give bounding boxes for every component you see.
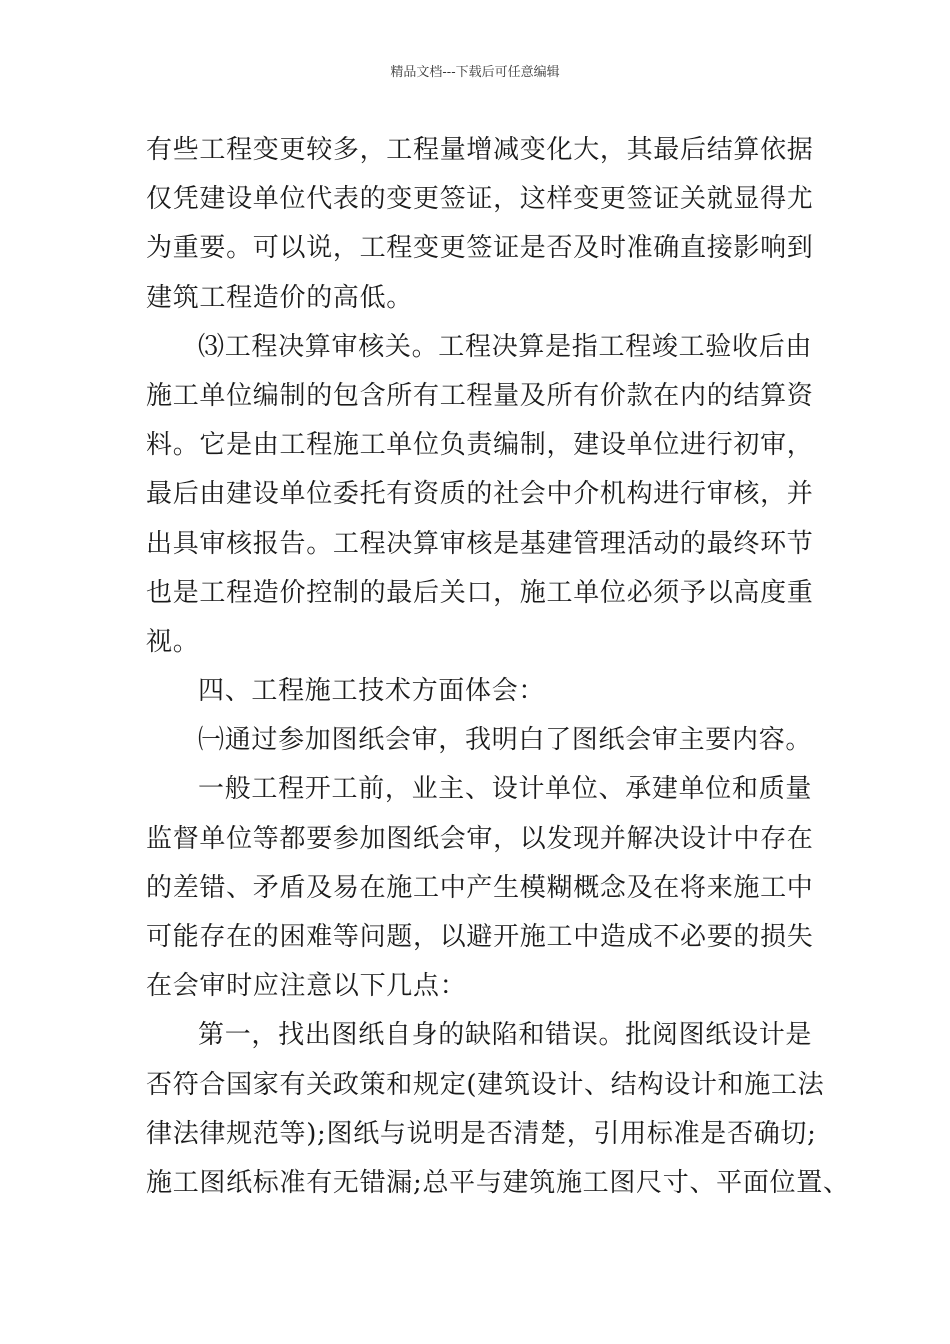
paragraph-first-point (146, 1011, 850, 1208)
text-line: ⑶工程决算审核关。工程决算是指工程竣工验收后由 (198, 331, 813, 362)
text-line: 料。它是由工程施工单位负责编制，建设单位进行初审， (146, 430, 814, 461)
document-body (146, 126, 850, 1208)
text-line: 施工单位编制的包含所有工程量及所有价款在内的结算资 (146, 380, 814, 411)
paragraph-drawing-review-intro (146, 716, 813, 765)
text-line: 也是工程造价控制的最后关口，施工单位必须予以高度重 (146, 577, 814, 608)
text-line: 监督单位等都要参加图纸会审，以发现并解决设计中存在 (146, 823, 814, 854)
text-line: 四、工程施工技术方面体会： (198, 676, 546, 707)
text-line: 施工图纸标准有无错漏;总平与建筑施工图尺寸、平面位置、 (146, 1167, 850, 1198)
text-line: 可能存在的困难等问题，以避开施工中造成不必要的损失 (146, 922, 814, 952)
paragraph-drawing-review-general (146, 765, 814, 1011)
text-line: 建筑工程造价的高低。 (146, 282, 414, 313)
text-line: 视。 (146, 626, 200, 657)
text-line: 否符合国家有关政策和规定(建筑设计、结构设计和施工法 (146, 1069, 825, 1100)
text-line: 出具审核报告。工程决算审核是基建管理活动的最终环节 (146, 528, 814, 559)
text-line: 一般工程开工前，业主、设计单位、承建单位和质量 (198, 774, 813, 805)
text-line: 律法律规范等);图纸与说明是否清楚，引用标准是否确切; (146, 1118, 817, 1149)
text-line: 仅凭建设单位代表的变更签证，这样变更签证关就显得尤 (146, 184, 814, 215)
paragraph-change-visa (146, 126, 814, 323)
text-line: 第一，找出图纸自身的缺陷和错误。批阅图纸设计是 (198, 1020, 813, 1051)
text-line: 有些工程变更较多，工程量增减变化大，其最后结算依据 (146, 135, 814, 165)
text-line: ㈠通过参加图纸会审，我明白了图纸会审主要内容。 (198, 725, 813, 756)
page-header: 精品文档---下载后可任意编辑 (390, 65, 560, 80)
section-heading-construction-technique (146, 667, 806, 716)
text-line: 最后由建设单位委托有资质的社会中介机构进行审核，并 (146, 479, 814, 510)
text-line: 为重要。可以说，工程变更签证是否及时准确直接影响到 (146, 233, 814, 264)
text-line: 在会审时应注意以下几点： (146, 971, 467, 1002)
text-line: 的差错、矛盾及易在施工中产生模糊概念及在将来施工中 (146, 872, 814, 903)
paragraph-final-account-audit (146, 323, 814, 667)
